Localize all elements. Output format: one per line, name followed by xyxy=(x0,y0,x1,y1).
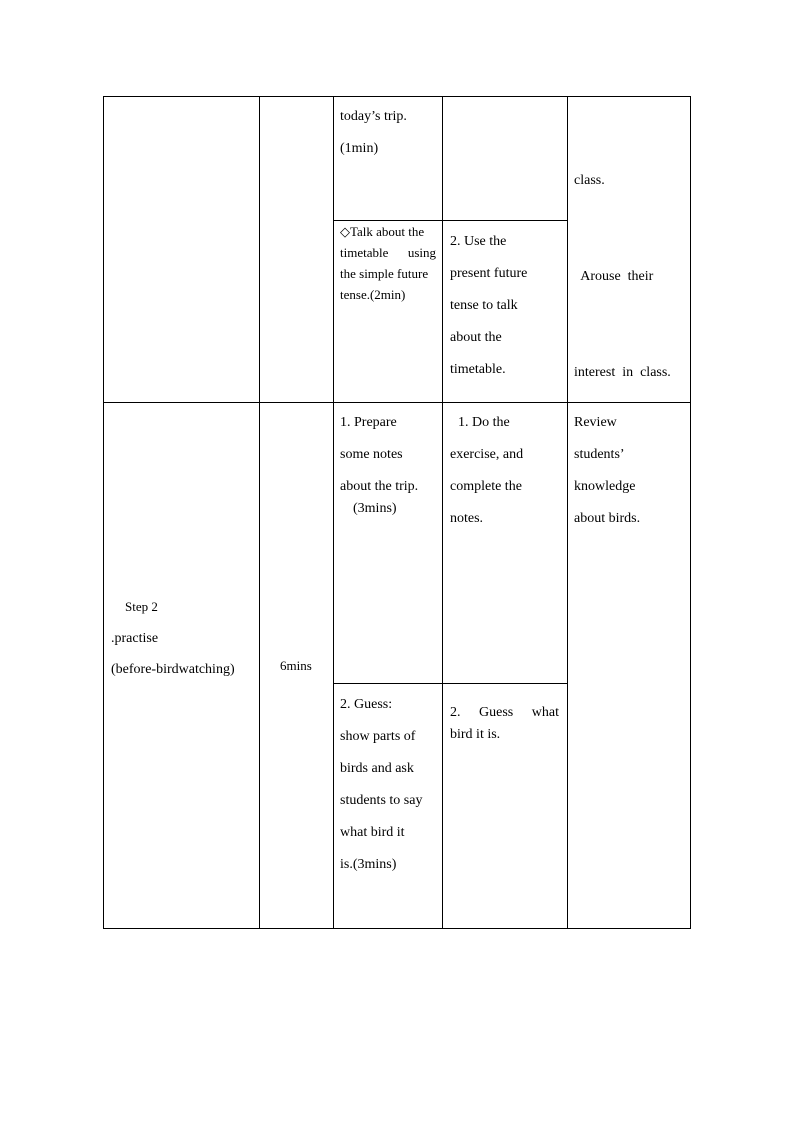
text-line: 1. Prepare xyxy=(340,415,397,430)
text-line: today’s trip. xyxy=(340,109,407,124)
text-line: 2. Guess what xyxy=(450,705,559,720)
row-divider-sub-2 xyxy=(333,683,568,684)
text-line: 2. Guess: xyxy=(340,697,393,712)
text-line: 6mins xyxy=(280,658,312,673)
cell-do-exercise xyxy=(450,407,523,535)
text-line: about birds. xyxy=(574,511,641,526)
cell-use-present-future xyxy=(450,226,527,386)
text-line: knowledge xyxy=(574,479,636,494)
cell-arouse-interest xyxy=(574,101,671,421)
text-line: timetable using xyxy=(340,245,436,260)
text-line: complete the xyxy=(450,479,522,494)
text-line: about the trip. xyxy=(340,479,419,494)
text-line: students to say xyxy=(340,793,423,808)
cell-time-6mins xyxy=(280,650,312,682)
text-line: interest in class. xyxy=(574,365,671,380)
text-line: present future xyxy=(450,266,528,281)
text-line: class. xyxy=(574,173,605,188)
text-line: exercise, and xyxy=(450,447,524,462)
col-divider-1 xyxy=(259,96,260,929)
text-line: tense.(2min) xyxy=(340,287,406,302)
cell-prepare-notes xyxy=(340,407,418,519)
text-line: is.(3mins) xyxy=(340,857,397,872)
cell-review-knowledge xyxy=(574,407,640,535)
text-line: ◇Talk about the xyxy=(340,224,425,239)
table-border-left xyxy=(103,96,104,929)
cell-guess-birds xyxy=(340,689,422,881)
text-line: the simple future xyxy=(340,266,429,281)
text-line: 2. Use the xyxy=(450,234,507,249)
text-line: bird it is. xyxy=(450,727,501,742)
text-line: show parts of xyxy=(340,729,416,744)
cell-guess-what-bird xyxy=(450,702,559,746)
text-line: about the xyxy=(450,330,502,345)
cell-today-trip xyxy=(340,101,407,165)
text-line: what bird it xyxy=(340,825,405,840)
text-line: birds and ask xyxy=(340,761,414,776)
text-line: Arouse their xyxy=(574,269,654,284)
text-line: (before-birdwatching) xyxy=(111,662,235,677)
text-line: 1. Do the xyxy=(458,415,510,430)
table-border-bottom xyxy=(103,928,691,929)
text-line: (3mins) xyxy=(353,501,397,516)
table-border-top xyxy=(103,96,691,97)
text-line: students’ xyxy=(574,447,625,462)
text-line: notes. xyxy=(450,511,484,526)
text-line: timetable. xyxy=(450,362,506,377)
text-line: Step 2 xyxy=(125,599,158,614)
text-line: some notes xyxy=(340,447,403,462)
cell-talk-timetable xyxy=(340,221,436,305)
text-line: tense to talk xyxy=(450,298,518,313)
text-line: Review xyxy=(574,415,617,430)
text-line: (1min) xyxy=(340,141,379,156)
text-line: .practise xyxy=(111,631,159,646)
table-border-right xyxy=(690,96,691,929)
cell-step-2 xyxy=(111,591,235,685)
